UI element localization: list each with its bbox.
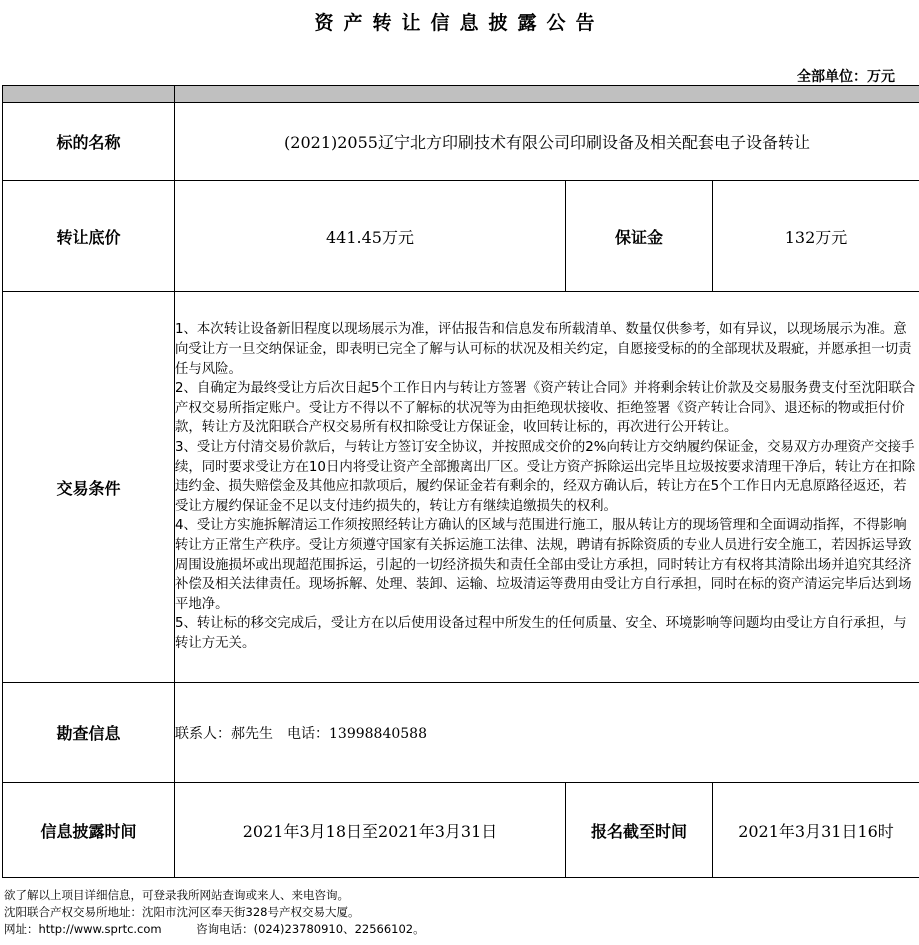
inspection-value: 联系人：郝先生 电话：13998840588: [175, 683, 919, 783]
table-row-disclosure: [3, 783, 919, 878]
condition-item: 4、受让方实施拆解清运工作须按照经转让方确认的区域与范围进行施工，服从转让方的现场管理和全面调动指挥，不得影响转让方正常生产秩序。受让方须遵守国家有关拆运施工法律、法规，聘请有拆除资质的专业人员进行安全施工，若因拆运导致周围设施损坏或出现超范围拆运，引起的一切经济损失和责任全部由受让方承担，同时转让方有权将其清除出场并追究其经济补偿及相关法律责任。现场拆解、处理、装卸、运输、垃圾清运等费用由受让方自行承担，同时在标的资产清运完毕后达到场平地净。: [175, 518, 912, 612]
table-row-name: [3, 103, 919, 181]
condition-item: 5、转让标的移交完成后，受让方在以后使用设备过程中所发生的任何质量、安全、环境影响等问题均由受让方自行承担，与转让方无关。: [175, 616, 907, 651]
conditions-label: 交易条件: [3, 292, 175, 683]
inspection-label: 勘查信息: [3, 683, 175, 783]
deadline-value: 2021年3月31日16时: [713, 783, 919, 878]
page-title: 资产转让信息披露公告: [314, 12, 605, 34]
table-header-strip: [3, 86, 919, 103]
condition-item: 2、自确定为最终受让方后次日起5个工作日内与转让方签署《资产转让合同》并将剩余转让价款及交易服务费支付至沈阳联合产权交易所指定账户。受让方不得以不了解标的状况等为由拒绝现状接收、拒绝签署《资产转让合同》、退还标的物或拒付价款，转让方及沈阳联合产权交易所有权扣除受让方保证金，收回转让标的，再次进行公开转让。: [175, 381, 916, 436]
table-row-conditions: [3, 292, 919, 683]
price-value: 441.45万元: [175, 181, 566, 292]
table-row-inspection: [3, 683, 919, 783]
disclosure-table: [2, 85, 919, 878]
price-label: 转让底价: [3, 181, 175, 292]
deposit-value: 132万元: [713, 181, 919, 292]
conditions-text: [175, 292, 919, 683]
table-row-price: [3, 181, 919, 292]
name-value: (2021)2055辽宁北方印刷技术有限公司印刷设备及相关配套电子设备转让: [175, 103, 919, 181]
condition-item: 3、受让方付清交易价款后，与转让方签订安全协议，并按照成交价的2%向转让方交纳履约保证金，交易双方办理资产交接手续，同时要求受让方在10日内将受让资产全部搬离出厂区。受让方资产拆除运出完毕且垃圾按要求清理干净后，转让方在扣除违约金、损失赔偿金及其他应扣款项后，履约保证金若有剩余的，经双方确认后，转让方在5个工作日内无息原路径返还，若受让方履约保证金不足以支付违约损失的，转让方有继续追缴损失的权利。: [175, 440, 916, 514]
disclosure-value: 2021年3月18日至2021年3月31日: [175, 783, 566, 878]
condition-item: 1、本次转让设备新旧程度以现场展示为准，评估报告和信息发布所载清单、数量仅供参考，如有异议，以现场展示为准。意向受让方一旦交纳保证金，即表明已完全了解与认可标的状况及相关约定，自愿接受标的的全部现状及瑕疵，并愿承担一切责任与风险。: [175, 322, 912, 377]
deadline-label: 报名截至时间: [566, 783, 713, 878]
footer-contact-line: 网址：http://www.sprtc.com 咨询电话：(024)23780910、22566102。: [4, 922, 425, 936]
disclosure-label: 信息披露时间: [3, 783, 175, 878]
header-strip-cell: [3, 86, 175, 103]
header-strip-cell: [175, 86, 919, 103]
footer-notes: [4, 887, 425, 938]
footer-address-line: 沈阳联合产权交易所地址：沈阳市沈河区奉天街328号产权交易大厦。: [4, 905, 360, 919]
deposit-label: 保证金: [566, 181, 713, 292]
footer-info-line: 欲了解以上项目详细信息，可登录我所网站查询或来人、来电咨询。: [4, 888, 349, 902]
name-label: 标的名称: [3, 103, 175, 181]
unit-note: 全部单位：万元: [797, 69, 895, 85]
